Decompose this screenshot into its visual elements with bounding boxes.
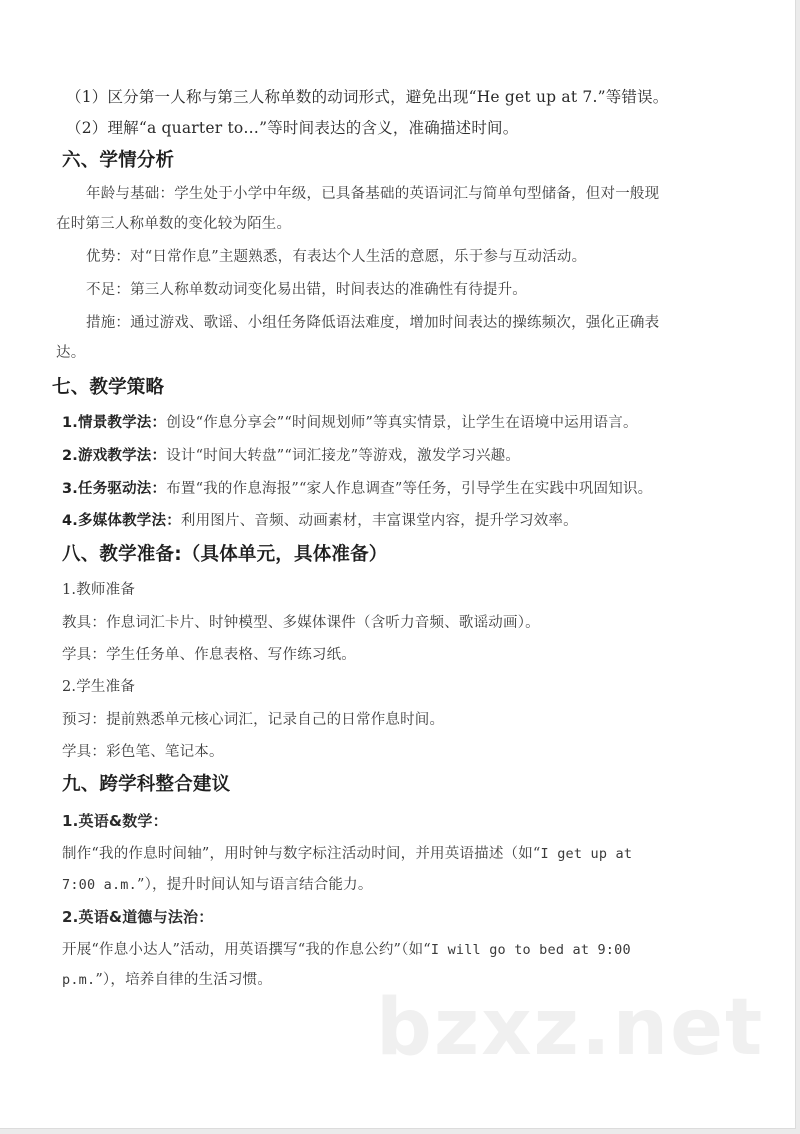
paragraph-age-basis-line1: 年龄与基础：学生处于小学中年级，已具备基础的英语词汇与简单句型储备，但对一般现 [86, 186, 660, 202]
paragraph-weaknesses: 不足：第三人称单数动词变化易出错，时间表达的准确性有待提升。 [86, 282, 527, 298]
student-preview: 预习：提前熟悉单元核心词汇，记录自己的日常作息时间。 [62, 712, 445, 728]
student-tools: 学具：彩色笔、笔记本。 [62, 744, 224, 760]
section-heading-interdisciplinary: 九、跨学科整合建议 [62, 774, 231, 795]
paragraph-measures-line2: 达。 [56, 345, 86, 361]
interdisciplinary-english-math-title: 1.英语&数学： [62, 812, 168, 830]
english-example: p.m. [62, 972, 96, 988]
section-heading-teaching-preparation: 八、教学准备:（具体单元，具体准备） [62, 544, 388, 565]
strategy-item-multimedia [62, 511, 578, 531]
strategy-text: 利用图片、音频、动画素材，丰富课堂内容，提升学习效率。 [180, 513, 578, 529]
interdisciplinary-english-ethics-line1 [62, 940, 631, 960]
interdisciplinary-english-math-line2 [62, 875, 373, 895]
text-segment: ”），培养自律的生活习惯。 [95, 972, 273, 988]
watermark: bzxz.net [376, 983, 765, 1073]
strategy-item-game [62, 446, 520, 466]
section-heading-learner-analysis: 六、学情分析 [62, 150, 175, 171]
english-example: I will go to bed at 9:00 [430, 942, 631, 958]
interdisciplinary-english-math-line1 [62, 844, 632, 864]
strategy-text: 布置“我的作息海报”“家人作息调查”等任务，引导学生在实践中巩固知识。 [166, 481, 653, 497]
objective-item-1: （1）区分第一人称与第三人称单数的动词形式，避免出现“He get up at 7.”等错误。 [66, 88, 669, 106]
strategy-item-situational [62, 413, 638, 433]
interdisciplinary-english-ethics-title: 2.英语&道德与法治： [62, 908, 214, 926]
teacher-preparation-title: 1.教师准备 [62, 582, 136, 598]
strategy-label: 2.游戏教学法： [62, 448, 167, 464]
paragraph-strengths: 优势：对“日常作息”主题熟悉，有表达个人生活的意愿，乐于参与互动活动。 [86, 249, 587, 265]
text-segment: 制作“我的作息时间轴”，用时钟与数字标注活动时间，并用英语描述（如“ [62, 846, 541, 862]
strategy-text: 设计“时间大转盘”“词汇接龙”等游戏，激发学习兴趣。 [166, 448, 521, 464]
interdisciplinary-english-ethics-line2 [62, 970, 272, 990]
objective-item-2: （2）理解“a quarter to…”等时间表达的含义，准确描述时间。 [66, 119, 519, 137]
strategy-item-task [62, 479, 652, 499]
english-example: I get up at [540, 846, 633, 862]
english-example: 7:00 a.m. [62, 877, 137, 893]
paragraph-measures-line1: 措施：通过游戏、歌谣、小组任务降低语法难度，增加时间表达的操练频次，强化正确表 [86, 315, 660, 331]
strategy-label: 3.任务驱动法： [62, 481, 167, 497]
paragraph-age-basis-line2: 在时第三人称单数的变化较为陌生。 [56, 216, 292, 232]
strategy-label: 1.情景教学法： [62, 415, 167, 431]
teacher-teaching-tools: 教具：作息词汇卡片、时钟模型、多媒体课件（含听力音频、歌谣动画）。 [62, 615, 540, 631]
teacher-student-tools: 学具：学生任务单、作息表格、写作练习纸。 [62, 647, 356, 663]
strategy-label: 4.多媒体教学法： [62, 513, 181, 529]
strategy-text: 创设“作息分享会”“时间规划师”等真实情景，让学生在语境中运用语言。 [166, 415, 638, 431]
student-preparation-title: 2.学生准备 [62, 679, 136, 695]
text-segment: 开展“作息小达人”活动，用英语撰写“我的作息公约”（如“ [62, 942, 431, 958]
section-heading-teaching-strategy: 七、教学策略 [52, 377, 165, 398]
text-segment: ”），提升时间认知与语言结合能力。 [136, 877, 373, 893]
